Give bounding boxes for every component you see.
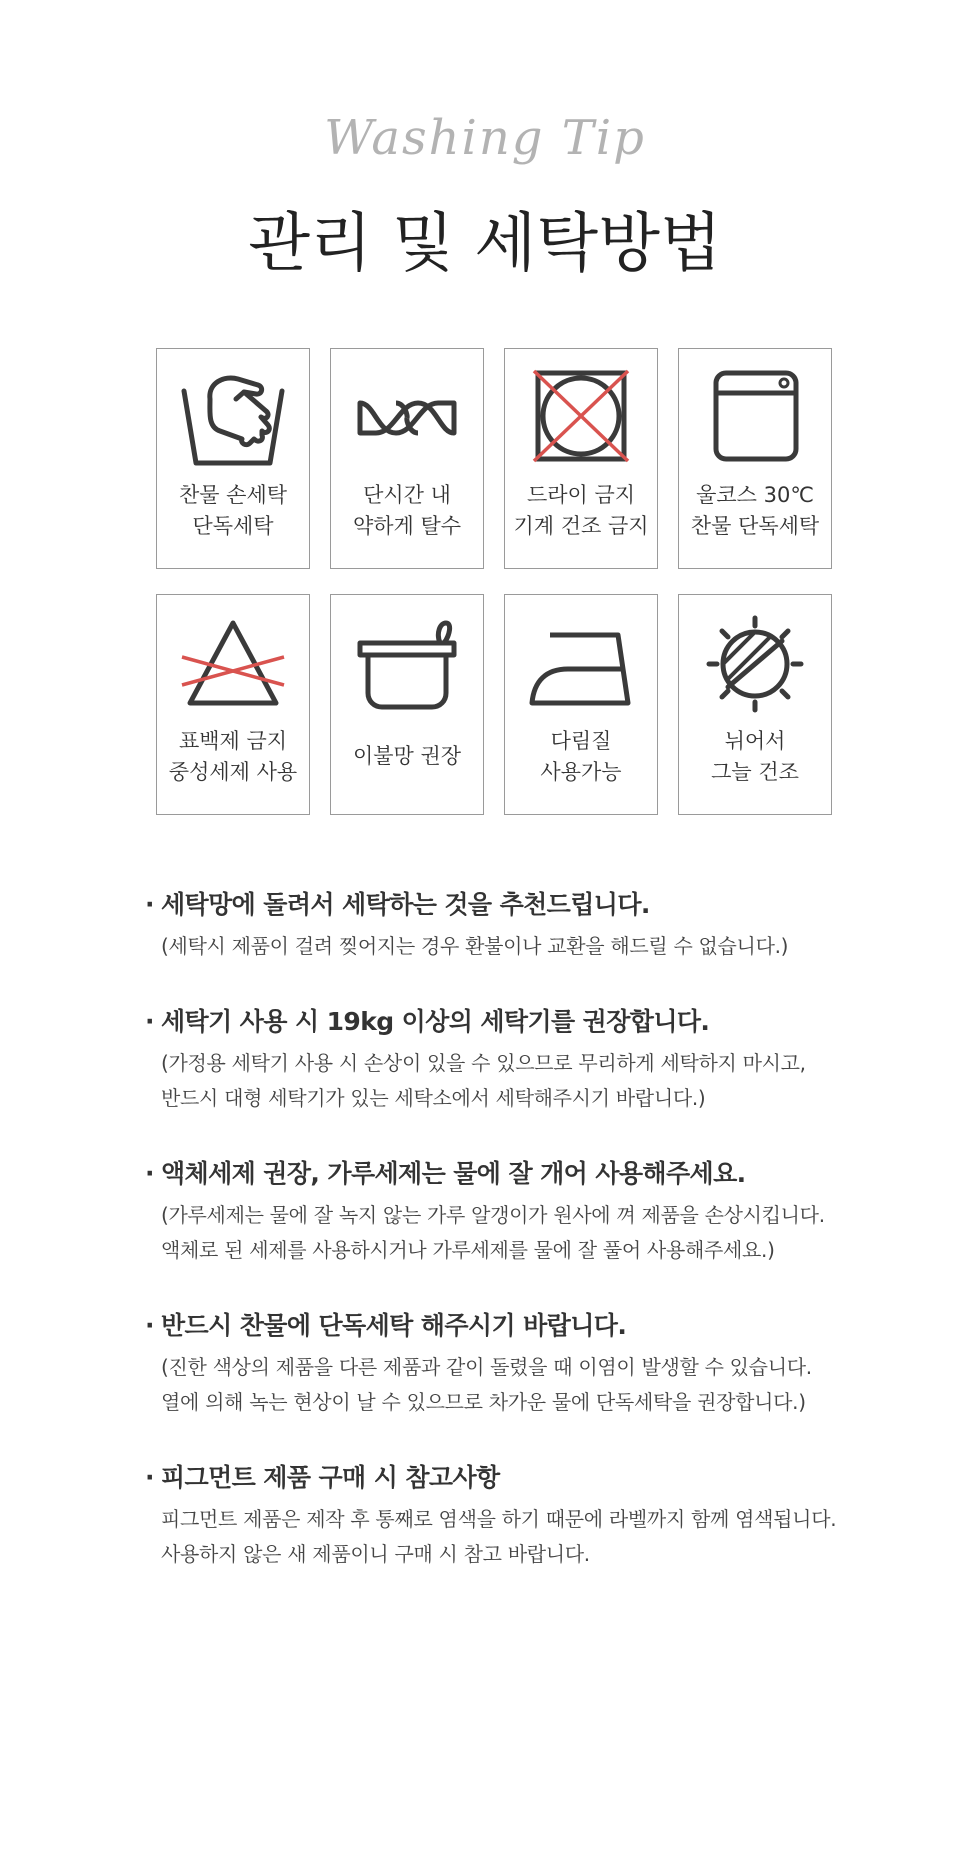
care-notes bbox=[145, 888, 845, 1613]
script-title: Washing Tip bbox=[324, 110, 646, 166]
care-card-no-tumble-dry bbox=[504, 348, 658, 569]
shade-dry-icon bbox=[702, 615, 808, 713]
care-label-line2: 단독세탁 bbox=[192, 513, 274, 538]
no-bleach-icon bbox=[180, 615, 286, 713]
care-label-line1: 다림질 bbox=[550, 728, 612, 753]
note-item bbox=[145, 888, 845, 964]
note-title: 피그먼트 제품 구매 시 참고사항 bbox=[161, 1463, 500, 1492]
note-line: 열에 의해 녹는 현상이 날 수 있으므로 차가운 물에 단독세탁을 권장합니다.) bbox=[161, 1390, 806, 1414]
care-card-machine-wash bbox=[678, 348, 832, 569]
gentle-spin-icon bbox=[354, 369, 460, 467]
care-card-laundry-net bbox=[330, 594, 484, 815]
note-title: 세탁기 사용 시 19kg 이상의 세탁기를 권장합니다. bbox=[161, 1007, 710, 1036]
care-label-line2: 사용가능 bbox=[540, 759, 622, 784]
care-card-shade-dry bbox=[678, 594, 832, 815]
note-item bbox=[145, 1461, 845, 1572]
care-label-line1: 드라이 금지 bbox=[526, 482, 636, 507]
care-label-line2: 찬물 단독세탁 bbox=[690, 513, 820, 538]
care-label-line1: 찬물 손세탁 bbox=[178, 482, 288, 507]
care-card-no-bleach bbox=[156, 594, 310, 815]
care-label-line2: 기계 건조 금지 bbox=[513, 513, 649, 538]
care-card-iron bbox=[504, 594, 658, 815]
bullet-dot: · bbox=[145, 1159, 154, 1188]
laundry-net-icon bbox=[354, 615, 460, 713]
bullet-dot: · bbox=[145, 1007, 154, 1036]
note-line: 피그먼트 제품은 제작 후 통째로 염색을 하기 때문에 라벨까지 함께 염색됩니다. bbox=[161, 1507, 837, 1531]
care-label-line1: 표백제 금지 bbox=[178, 728, 288, 753]
note-line: (진한 색상의 제품을 다른 제품과 같이 돌렸을 때 이염이 발생할 수 있습니다. bbox=[161, 1355, 812, 1379]
note-line: 반드시 대형 세탁기가 있는 세탁소에서 세탁해주시기 바랍니다.) bbox=[161, 1086, 706, 1110]
bullet-dot: · bbox=[145, 1463, 154, 1492]
care-label-line1: 이불망 권장 bbox=[352, 744, 462, 768]
care-label-line2: 그늘 건조 bbox=[711, 759, 799, 784]
note-title: 반드시 찬물에 단독세탁 해주시기 바랍니다. bbox=[161, 1311, 627, 1340]
care-label-line2: 약하게 탈수 bbox=[352, 513, 462, 538]
care-label-line1: 뉘어서 bbox=[724, 728, 786, 753]
page-title: 관리 및 세탁방법 bbox=[248, 207, 722, 281]
note-item bbox=[145, 1005, 845, 1116]
note-item bbox=[145, 1309, 845, 1420]
note-line: (세탁시 제품이 걸려 찢어지는 경우 환불이나 교환을 해드릴 수 없습니다.) bbox=[161, 934, 789, 958]
machine-wash-icon bbox=[702, 369, 808, 467]
note-title: 세탁망에 돌려서 세탁하는 것을 추천드립니다. bbox=[161, 890, 650, 919]
note-line: (가루세제는 물에 잘 녹지 않는 가루 알갱이가 원사에 껴 제품을 손상시킵니다. bbox=[161, 1203, 825, 1227]
no-tumble-dry-icon bbox=[528, 369, 634, 467]
note-item bbox=[145, 1157, 845, 1268]
care-card-hand-wash bbox=[156, 348, 310, 569]
care-label-line2: 중성세제 사용 bbox=[168, 759, 298, 784]
note-line: (가정용 세탁기 사용 시 손상이 있을 수 있으므로 무리하게 세탁하지 마시고, bbox=[161, 1051, 806, 1075]
care-card-gentle-spin bbox=[330, 348, 484, 569]
bullet-dot: · bbox=[145, 1311, 154, 1340]
bullet-dot: · bbox=[145, 890, 154, 919]
care-symbol-grid bbox=[156, 348, 832, 815]
hand-wash-icon bbox=[180, 369, 286, 467]
iron-icon bbox=[528, 615, 634, 713]
care-label-line1: 울코스 30℃ bbox=[696, 482, 814, 507]
note-line: 사용하지 않은 새 제품이니 구매 시 참고 바랍니다. bbox=[161, 1542, 590, 1566]
care-label-line1: 단시간 내 bbox=[363, 482, 451, 507]
note-title: 액체세제 권장, 가루세제는 물에 잘 개어 사용해주세요. bbox=[161, 1159, 746, 1188]
note-line: 액체로 된 세제를 사용하시거나 가루세제를 물에 잘 풀어 사용해주세요.) bbox=[161, 1238, 775, 1262]
